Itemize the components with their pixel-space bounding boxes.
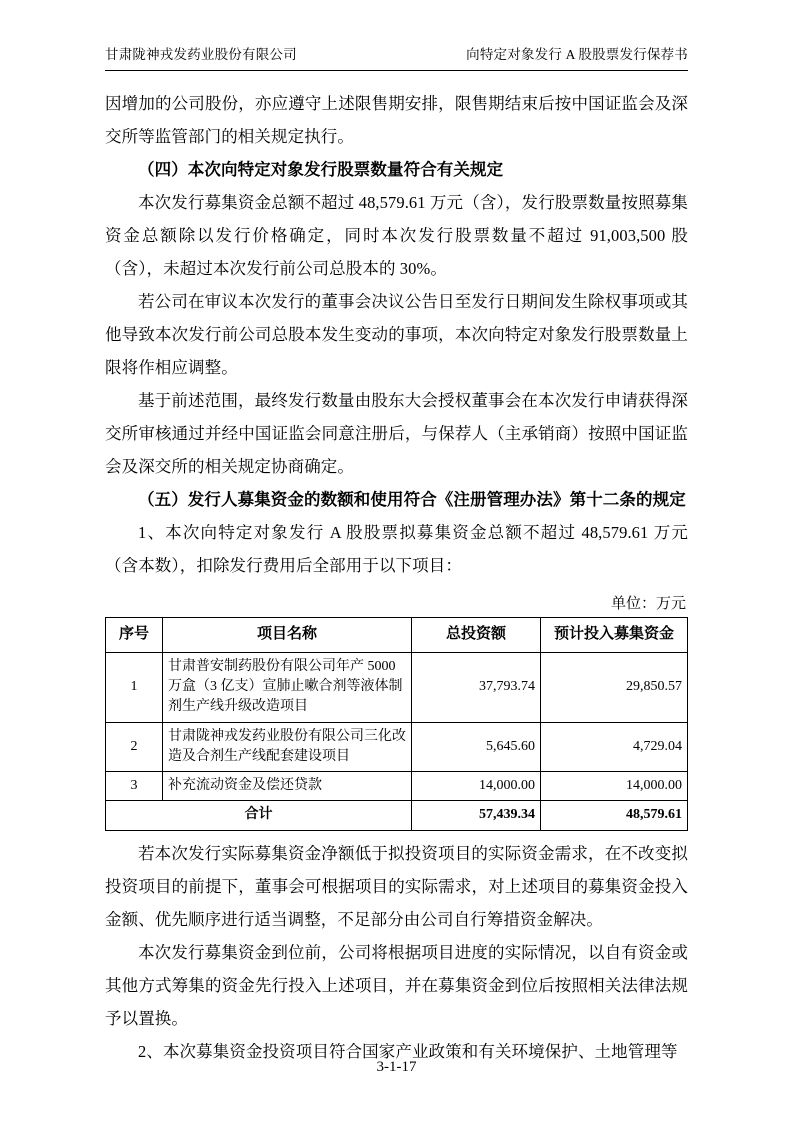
table-row — [106, 772, 688, 801]
cell-no: 2 — [106, 722, 163, 772]
section-heading-five: （五）发行人募集资金的数额和使用符合《注册管理办法》第十二条的规定 — [138, 489, 686, 509]
cell-raised-funds: 14,000.00 — [541, 772, 688, 801]
cell-total-label: 合计 — [106, 801, 412, 830]
table-header-project-name: 项目名称 — [163, 617, 412, 652]
page-content — [105, 46, 688, 1068]
table-header-row — [106, 617, 688, 652]
table-header-no: 序号 — [106, 617, 163, 652]
table-unit-label: 单位：万元 — [610, 595, 686, 612]
cell-total-investment: 5,645.60 — [412, 722, 541, 772]
cell-raised-funds-sum: 48,579.61 — [541, 801, 688, 830]
paragraph-final-quantity: 基于前述范围，最终发行数量由股东大会授权董事会在本次发行申请获得深交所审核通过并经中国证监会同意注册后，与保荐人（主承销商）按照中国证监会及深交所的相关规定协商确定。 — [105, 390, 688, 476]
section-heading-four: （四）本次向特定对象发行股票数量符合有关规定 — [138, 159, 504, 179]
cell-raised-funds: 4,729.04 — [541, 722, 688, 772]
table-header-total-investment: 总投资额 — [412, 617, 541, 652]
cell-total-investment: 14,000.00 — [412, 772, 541, 801]
paragraph-continuation: 因增加的公司股份，亦应遵守上述限售期安排，限售期结束后按中国证监会及深交所等监管部门的相关规定执行。 — [105, 93, 688, 146]
cell-no: 3 — [106, 772, 163, 801]
cell-project-name: 补充流动资金及偿还贷款 — [163, 772, 412, 801]
paragraph-adjustment: 若公司在审议本次发行的董事会决议公告日至发行日期间发生除权事项或其他导致本次发行前公司总股本发生变动的事项，本次向特定对象发行股票数量上限将作相应调整。 — [105, 291, 688, 377]
paragraph-bridge-funding: 本次发行募集资金到位前，公司将根据项目进度的实际情况，以自有资金或其他方式筹集的资金先行投入上述项目，并在募集资金到位后按照相关法律法规予以置换。 — [105, 942, 688, 1028]
paragraph-fund-usage: 1、本次向特定对象发行 A 股股票拟募集资金总额不超过 48,579.61 万元（含本数），扣除发行费用后全部用于以下项目： — [105, 522, 688, 575]
header-divider — [105, 70, 688, 71]
table-header-raised-funds: 预计投入募集资金 — [541, 617, 688, 652]
table-row — [106, 722, 688, 772]
page-header — [105, 46, 688, 70]
fund-usage-table — [105, 617, 688, 831]
table-total-row — [106, 801, 688, 830]
table-row — [106, 652, 688, 722]
paragraph-issue-amount: 本次发行募集资金总额不超过 48,579.61 万元（含），发行股票数量按照募集资金总额除以发行价格确定，同时本次发行股票数量不超过 91,003,500 股（含），未超过本次发行前公司总股本的 30%。 — [105, 192, 688, 278]
paragraph-shortfall: 若本次发行实际募集资金净额低于拟投资项目的实际资金需求，在不改变拟投资项目的前提下，董事会可根据项目的实际需求，对上述项目的募集资金投入金额、优先顺序进行适当调整，不足部分由公司自行筹措资金解决。 — [105, 843, 688, 929]
cell-total-investment: 37,793.74 — [412, 652, 541, 722]
paragraph-policy-compliance: 2、本次募集资金投资项目符合国家产业政策和有关环境保护、土地管理等 — [138, 1041, 678, 1061]
cell-total-investment-sum: 57,439.34 — [412, 801, 541, 830]
cell-raised-funds: 29,850.57 — [541, 652, 688, 722]
page-footer — [0, 1059, 793, 1076]
page-number: 3-1-17 — [376, 1059, 417, 1075]
header-company-name: 甘肃陇神戎发药业股份有限公司 — [105, 47, 297, 62]
header-document-title: 向特定对象发行 A 股股票发行保荐书 — [466, 47, 688, 62]
cell-project-name: 甘肃陇神戎发药业股份有限公司三化改造及合剂生产线配套建设项目 — [163, 722, 412, 772]
cell-no: 1 — [106, 652, 163, 722]
cell-project-name: 甘肃普安制药股份有限公司年产 5000 万盒（3 亿支）宣肺止嗽合剂等液体制剂生产线升级改造项目 — [163, 652, 412, 722]
